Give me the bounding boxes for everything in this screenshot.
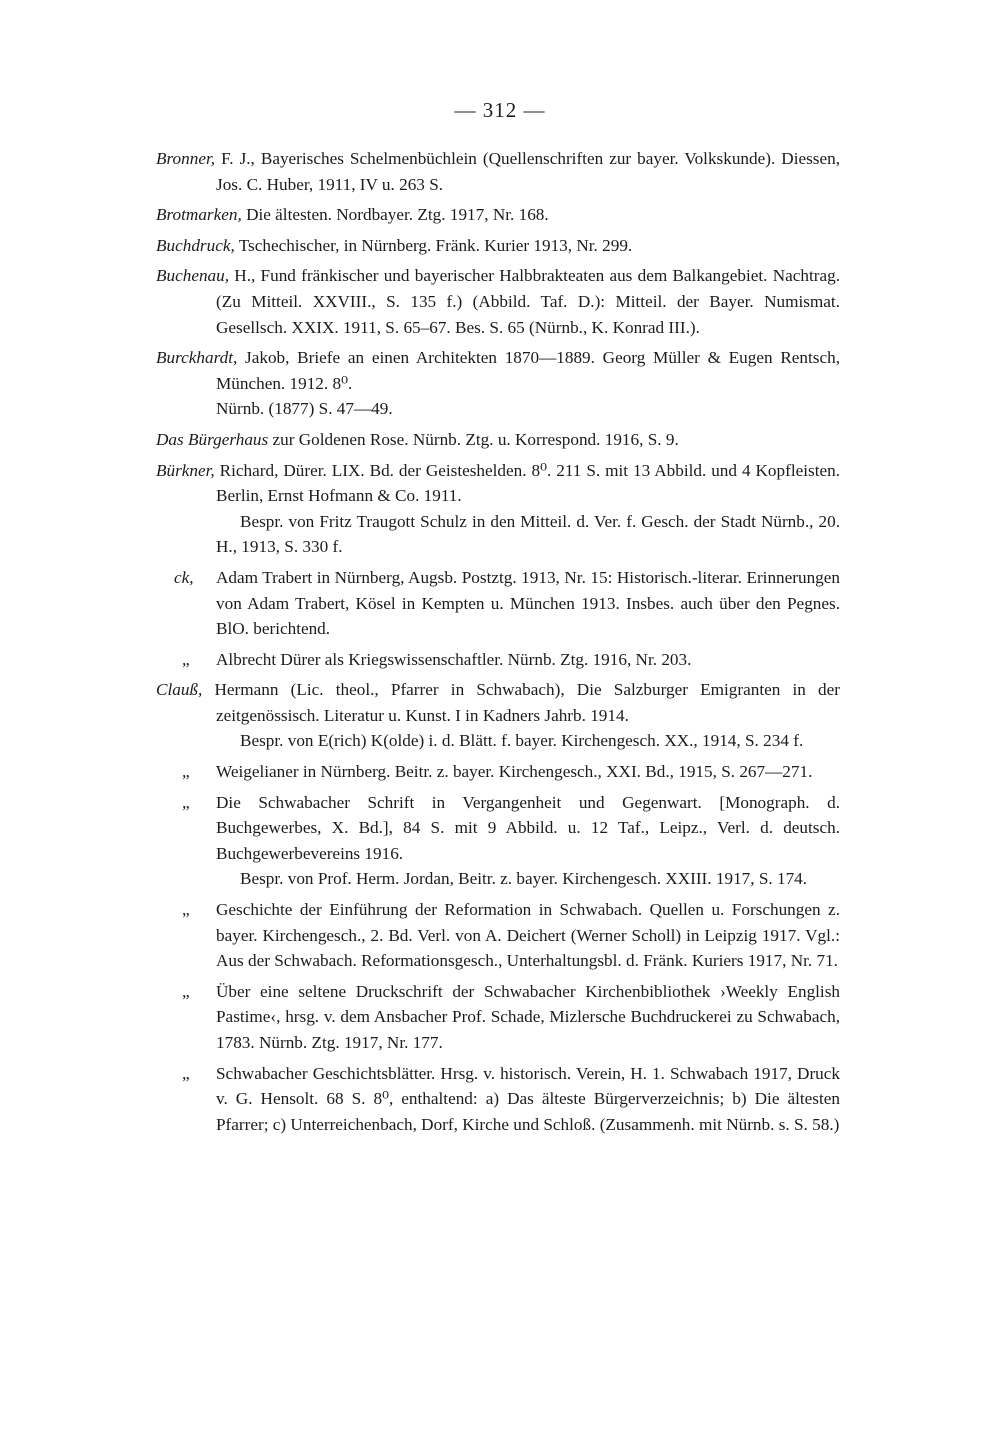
entry-text: Richard, Dürer. LIX. Bd. der Geisteshelden. 8⁰. 211 S. mit 13 Abbild. und 4 Kopfleisten. Berlin, Ernst Hofmann & Co. 1911. xyxy=(214,460,840,506)
entry-bronner xyxy=(156,146,840,197)
entry-text: F. J., Bayerisches Schelmenbüchlein (Quellenschriften zur bayer. Volkskunde). Diessen, Jos. C. Huber, 1911, IV u. 263 S. xyxy=(215,149,840,194)
entry-head: Das Bürgerhaus xyxy=(156,429,269,449)
entry-review: Bespr. von Prof. Herm. Jordan, Beitr. z. bayer. Kirchengesch. XXIII. 1917, S. 174. xyxy=(240,869,808,889)
entry-review: Nürnb. (1877) S. 47—49. xyxy=(216,399,393,419)
entry-review: Bespr. von E(rich) K(olde) i. d. Blätt. f. bayer. Kirchengesch. XX., 1914, S. 234 f. xyxy=(240,731,804,751)
entry-head: Bürkner, xyxy=(156,460,215,480)
entry-text: Die Schwabacher Schrift in Vergangenheit und Gegenwart. [Monograph. d. Buchgewerbes, X. Bd.], 84 S. mit 9 Abbild. u. 12 Taf., Leipz., Verl. d. deutsch. Buchgewerbevereins 1916. xyxy=(216,792,840,863)
bibliography-list xyxy=(156,146,840,1142)
entry-buergerhaus xyxy=(156,427,840,453)
entry-ditto-geschichtsblaetter: „ Schwabacher Geschichtsblätter. Hrsg. v. historisch. Verein, H. 1. Schwabach 1917, Druck v. G. Hensolt. 68 S. 8⁰, enthaltend: a) Das älteste Bürgerverzeichnis; b) Die ältesten Pfarrer; c) Unterreichenbach, Dorf, Kirche und Schloß. (Zusammenh. mit Nürnb. s. S. 58.) xyxy=(182,1063,840,1134)
entry-brotmarken xyxy=(156,202,840,228)
entry-text: H., Fund fränkischer und bayerischer Halbbrakteaten aus dem Balkangebiet. Nachtrag. (Zu Mitteil. XXVIII., S. 135 f.) (Abbild. Taf. D.): Mitteil. der Bayer. Numismat. Gesellsch. XXIX. 1911, S. 65–67. Bes. S. 65 (Nürnb., K. Konrad III.). xyxy=(216,266,840,337)
entry-ditto-weigelianer: „ Weigelianer in Nürnberg. Beitr. z. bayer. Kirchengesch., XXI. Bd., 1915, S. 267—271. xyxy=(182,762,813,782)
entry-ditto-schwabacher-schrift: „ Die Schwabacher Schrift in Vergangenheit und Gegenwart. [Monograph. d. Buchgewerbes, X. Bd.], 84 S. mit 9 Abbild. u. 12 Taf., Leipz., Verl. d. deutsch. Buchgewerbevereins 1916. xyxy=(182,792,840,863)
entry-head: Buchdruck, xyxy=(156,235,235,255)
entry-buerkner xyxy=(156,458,840,509)
entry-head: Clauß, xyxy=(156,680,203,700)
entry-head: Burckhardt, xyxy=(156,348,238,368)
entry-ditto-druckschrift: „ Über eine seltene Druckschrift der Schwabacher Kirchenbibliothek ›Weekly English Pastime‹, hrsg. v. dem Ansbacher Prof. Schade, Mizlersche Buchdruckerei zu Schwabach, 1783. Nürnb. Ztg. 1917, Nr. 177. xyxy=(182,981,840,1052)
entry-clauss xyxy=(156,677,840,728)
entry-head: Buchenau, xyxy=(156,266,230,286)
entry-burckhardt xyxy=(156,345,840,396)
entry-text: Geschichte der Einführung der Reformation in Schwabach. Quellen u. Forschungen z. bayer. Kirchengesch., 2. Bd. Verl. von A. Deichert (Werner Scholl) in Leipzig 1917. Vgl.: Aus der Schwabach. Reformationsgesch., Unterhaltungsbl. d. Fränk. Kuriers 1917, Nr. 71. xyxy=(216,900,840,971)
entry-buchdruck xyxy=(156,233,840,259)
entry-text: Jakob, Briefe an einen Architekten 1870—1889. Georg Müller & Eugen Rentsch, München. 1912. 8⁰. xyxy=(216,348,840,393)
entry-head: Bronner, xyxy=(156,149,216,168)
entry-text: Schwabacher Geschichtsblätter. Hrsg. v. historisch. Verein, H. 1. Schwabach 1917, Druck v. G. Hensolt. 68 S. 8⁰, enthaltend: a) Das älteste Bürgerverzeichnis; b) Die ältesten Pfarrer; c) Unterreichenbach, Dorf, Kirche und Schloß. (Zusammenh. mit Nürnb. s. S. 58.) xyxy=(216,1063,840,1134)
entry-text: Über eine seltene Druckschrift der Schwabacher Kirchenbibliothek ›Weekly English Pastime‹, hrsg. v. dem Ansbacher Prof. Schade, Mizlersche Buchdruckerei zu Schwabach, 1783. Nürnb. Ztg. 1917, Nr. 177. xyxy=(216,981,840,1052)
entry-text: Hermann (Lic. theol., Pfarrer in Schwabach), Die Salzburger Emigranten in der zeitgenössisch. Literatur u. Kunst. I in Kadners Jahrb. 1914. xyxy=(202,680,840,725)
entry-review: Bespr. von Fritz Traugott Schulz in den Mitteil. d. Ver. f. Gesch. der Stadt Nürnb., 20. H., 1913, S. 330 f. xyxy=(216,511,840,557)
entry-text: Albrecht Dürer als Kriegswissenschaftler. Nürnb. Ztg. 1916, Nr. 203. xyxy=(216,649,692,669)
entry-text: Adam Trabert in Nürnberg, Augsb. Postztg. 1913, Nr. 15: Historisch.-literar. Erinnerungen von Adam Trabert, Kösel in Kempten u. München 1913. Insbes. auch über den Pegnes. BlO. berichtend. xyxy=(216,567,840,639)
entry-text: Weigelianer in Nürnberg. Beitr. z. bayer. Kirchengesch., XXI. Bd., 1915, S. 267—271. xyxy=(216,762,813,782)
entry-ditto-duerer: „ Albrecht Dürer als Kriegswissenschaftler. Nürnb. Ztg. 1916, Nr. 203. xyxy=(182,649,692,669)
page-number: — 312 — xyxy=(454,98,546,122)
entry-buchenau xyxy=(156,263,840,340)
entry-text: Tschechischer, in Nürnberg. Fränk. Kurier 1913, Nr. 299. xyxy=(234,235,633,255)
entry-text: zur Goldenen Rose. Nürnb. Ztg. u. Korrespond. 1916, S. 9. xyxy=(268,429,679,449)
entry-ditto-reformation: „ Geschichte der Einführung der Reformation in Schwabach. Quellen u. Forschungen z. bayer. Kirchengesch., 2. Bd. Verl. von A. Deichert (Werner Scholl) in Leipzig 1917. Vgl.: Aus der Schwabach. Reformationsgesch., Unterhaltungsbl. d. Fränk. Kuriers 1917, Nr. 71. xyxy=(182,900,840,971)
entry-head: Brotmarken, xyxy=(156,205,242,225)
entry-ck-trabert: ck, Adam Trabert in Nürnberg, Augsb. Postztg. 1913, Nr. 15: Historisch.-literar. Erinnerungen von Adam Trabert, Kösel in Kempten u. München 1913. Insbes. auch über den Pegnes. BlO. berichtend. xyxy=(174,567,840,639)
entry-text: Die ältesten. Nordbayer. Ztg. 1917, Nr. 168. xyxy=(241,205,549,225)
